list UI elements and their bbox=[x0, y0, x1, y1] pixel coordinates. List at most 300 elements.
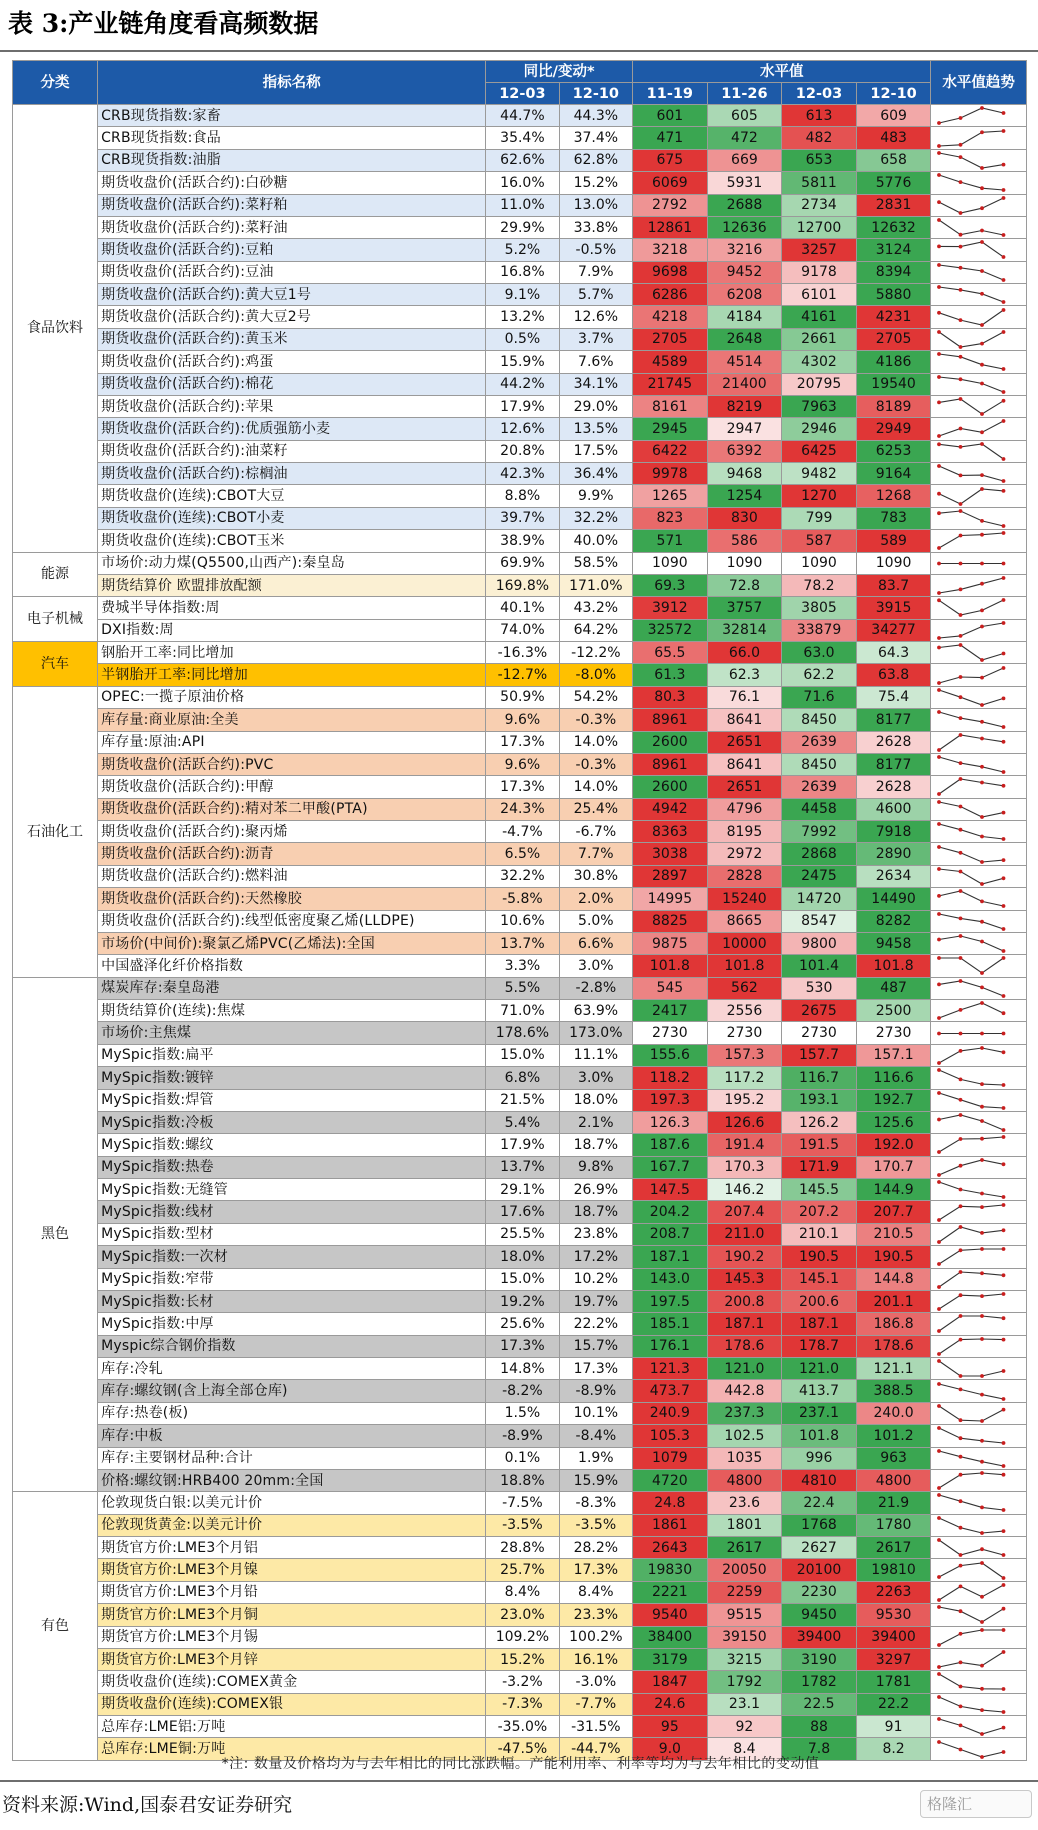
indicator-name-cell: 期货收盘价(活跃合约):鸡蛋 bbox=[98, 351, 486, 373]
yoy-cell: 62.6% bbox=[486, 149, 559, 171]
level-cell: 195.2 bbox=[707, 1089, 782, 1111]
trend-cell bbox=[931, 485, 1027, 507]
level-cell: 587 bbox=[782, 530, 857, 552]
yoy-cell: 3.0% bbox=[559, 1067, 632, 1089]
category-cell: 能源 bbox=[13, 552, 98, 597]
trend-cell bbox=[931, 351, 1027, 373]
level-cell: 157.3 bbox=[707, 1044, 782, 1066]
trend-point bbox=[1002, 1128, 1006, 1132]
level-cell: 12632 bbox=[856, 216, 931, 238]
trend-sparkline bbox=[931, 172, 1012, 193]
trend-cell bbox=[931, 1537, 1027, 1559]
indicator-name-cell: 期货收盘价(活跃合约):线型低密度聚乙烯(LLDPE) bbox=[98, 910, 486, 932]
indicator-name-cell: MySpic指数:扁平 bbox=[98, 1044, 486, 1066]
trend-point bbox=[959, 614, 963, 618]
level-cell: 101.2 bbox=[856, 1425, 931, 1447]
indicator-name-cell: 期货收盘价(连续):CBOT玉米 bbox=[98, 530, 486, 552]
trend-point bbox=[1002, 163, 1006, 167]
trend-sparkline bbox=[931, 911, 1012, 932]
level-cell: 8450 bbox=[782, 709, 857, 731]
yoy-cell: 9.6% bbox=[486, 753, 559, 775]
trend-point bbox=[937, 1330, 941, 1334]
trend-point bbox=[959, 1610, 963, 1614]
level-cell: 1090 bbox=[782, 552, 857, 574]
table-row bbox=[13, 1559, 1027, 1581]
trend-point bbox=[959, 979, 963, 983]
level-cell: 8189 bbox=[856, 395, 931, 417]
trend-point bbox=[937, 1061, 941, 1065]
yoy-cell: 14.0% bbox=[559, 731, 632, 753]
level-cell: 21400 bbox=[707, 373, 782, 395]
table-row bbox=[13, 395, 1027, 417]
level-cell: 8.4 bbox=[707, 1738, 782, 1760]
level-cell: 144.8 bbox=[856, 1268, 931, 1290]
level-cell: 15240 bbox=[707, 888, 782, 910]
trend-sparkline bbox=[931, 575, 1012, 596]
level-cell: 65.5 bbox=[633, 642, 708, 664]
trend-cell bbox=[931, 686, 1027, 708]
table-row bbox=[13, 1604, 1027, 1626]
level-cell: 9178 bbox=[782, 261, 857, 283]
trend-point bbox=[1002, 1576, 1006, 1580]
trend-line bbox=[939, 1115, 1004, 1130]
level-cell: 1035 bbox=[707, 1447, 782, 1469]
indicator-name-cell: 期货收盘价(活跃合约):菜籽油 bbox=[98, 216, 486, 238]
table-row bbox=[13, 1179, 1027, 1201]
yoy-cell: 43.2% bbox=[559, 597, 632, 619]
trend-point bbox=[959, 1747, 963, 1751]
trend-line bbox=[939, 421, 1004, 436]
indicator-name-cell: 中国盛泽化纤价格指数 bbox=[98, 955, 486, 977]
trend-point bbox=[937, 755, 941, 759]
trend-point bbox=[980, 1374, 984, 1378]
level-cell: 190.2 bbox=[707, 1246, 782, 1268]
trend-sparkline bbox=[931, 1224, 1012, 1245]
trend-sparkline bbox=[931, 1023, 1012, 1044]
level-cell: 562 bbox=[707, 977, 782, 999]
header-yoy-date: 12-03 bbox=[486, 83, 559, 105]
trend-sparkline bbox=[931, 307, 1012, 328]
trend-point bbox=[959, 1164, 963, 1168]
trend-point bbox=[937, 1486, 941, 1490]
yoy-cell: 28.8% bbox=[486, 1537, 559, 1559]
trend-point bbox=[959, 155, 963, 159]
trend-sparkline bbox=[931, 1627, 1012, 1648]
level-cell: 9875 bbox=[633, 932, 708, 954]
level-cell: 8394 bbox=[856, 261, 931, 283]
level-cell: 240.9 bbox=[633, 1402, 708, 1424]
table-row bbox=[13, 821, 1027, 843]
level-cell: 8665 bbox=[707, 910, 782, 932]
level-cell: 38400 bbox=[633, 1626, 708, 1648]
trend-point bbox=[980, 1708, 984, 1712]
yoy-cell: 9.8% bbox=[559, 1156, 632, 1178]
level-cell: 8961 bbox=[633, 709, 708, 731]
trend-point bbox=[959, 1374, 963, 1378]
trend-point bbox=[937, 401, 941, 405]
level-cell: 9164 bbox=[856, 463, 931, 485]
level-cell: 605 bbox=[707, 105, 782, 127]
yoy-cell: -8.3% bbox=[559, 1492, 632, 1514]
trend-sparkline bbox=[931, 1179, 1012, 1200]
trend-cell bbox=[931, 1402, 1027, 1424]
trend-line bbox=[939, 735, 1004, 750]
trend-line bbox=[939, 1070, 1004, 1085]
header-yoy-date: 12-10 bbox=[559, 83, 632, 105]
table-row bbox=[13, 642, 1027, 664]
level-cell: 2263 bbox=[856, 1581, 931, 1603]
trend-point bbox=[980, 675, 984, 679]
trend-point bbox=[959, 181, 963, 185]
level-cell: 3038 bbox=[633, 843, 708, 865]
level-cell: 116.7 bbox=[782, 1067, 857, 1089]
yoy-cell: 44.3% bbox=[559, 105, 632, 127]
trend-point bbox=[1002, 1106, 1006, 1110]
trend-point bbox=[959, 870, 963, 874]
trend-sparkline bbox=[931, 844, 1012, 865]
level-cell: 5880 bbox=[856, 284, 931, 306]
level-cell: 7992 bbox=[782, 821, 857, 843]
yoy-cell: 32.2% bbox=[559, 507, 632, 529]
level-cell: 2730 bbox=[707, 1022, 782, 1044]
trend-point bbox=[937, 748, 941, 752]
trend-point bbox=[980, 1031, 984, 1035]
trend-cell bbox=[931, 1514, 1027, 1536]
trend-cell bbox=[931, 216, 1027, 238]
yoy-cell: -0.3% bbox=[559, 753, 632, 775]
yoy-cell: -8.4% bbox=[559, 1425, 632, 1447]
level-cell: 5811 bbox=[782, 172, 857, 194]
trend-line bbox=[939, 1652, 1004, 1667]
trend-point bbox=[937, 1605, 941, 1609]
level-cell: 66.0 bbox=[707, 642, 782, 664]
trend-line bbox=[939, 175, 1004, 190]
trend-point bbox=[1002, 770, 1006, 774]
trend-sparkline bbox=[931, 1425, 1012, 1446]
yoy-cell: 5.7% bbox=[559, 284, 632, 306]
level-cell: 178.6 bbox=[707, 1335, 782, 1357]
level-cell: 211.0 bbox=[707, 1223, 782, 1245]
trend-line bbox=[939, 198, 1004, 213]
trend-point bbox=[980, 1231, 984, 1235]
yoy-cell: 17.3% bbox=[559, 1358, 632, 1380]
indicator-name-cell: 库存量:原油:API bbox=[98, 731, 486, 753]
trend-point bbox=[1002, 1628, 1006, 1632]
level-cell: 9978 bbox=[633, 463, 708, 485]
trend-point bbox=[959, 1078, 963, 1082]
yoy-cell: 25.4% bbox=[559, 798, 632, 820]
indicator-name-cell: 期货收盘价(活跃合约):燃料油 bbox=[98, 865, 486, 887]
trend-point bbox=[980, 1595, 984, 1599]
header-level-group: 水平值 bbox=[633, 61, 931, 83]
trend-point bbox=[1002, 399, 1006, 403]
trend-point bbox=[937, 1665, 941, 1669]
trend-point bbox=[959, 1293, 963, 1297]
trend-point bbox=[959, 675, 963, 679]
trend-sparkline bbox=[931, 1246, 1012, 1267]
level-cell: 2651 bbox=[707, 731, 782, 753]
yoy-cell: 12.6% bbox=[486, 418, 559, 440]
trend-point bbox=[959, 427, 963, 431]
trend-cell bbox=[931, 1313, 1027, 1335]
yoy-cell: 21.5% bbox=[486, 1089, 559, 1111]
level-cell: 2949 bbox=[856, 418, 931, 440]
trend-line bbox=[939, 354, 1004, 369]
trend-point bbox=[959, 1437, 963, 1441]
trend-cell bbox=[931, 328, 1027, 350]
trend-point bbox=[1002, 1338, 1006, 1342]
level-cell: 799 bbox=[782, 507, 857, 529]
level-cell: 2661 bbox=[782, 328, 857, 350]
indicator-name-cell: 期货收盘价(活跃合约):黄大豆1号 bbox=[98, 284, 486, 306]
yoy-cell: 14.0% bbox=[559, 776, 632, 798]
trend-line bbox=[939, 265, 1004, 280]
trend-sparkline bbox=[931, 463, 1012, 484]
trend-point bbox=[937, 822, 941, 826]
level-cell: 185.1 bbox=[633, 1313, 708, 1335]
level-cell: 6101 bbox=[782, 284, 857, 306]
trend-point bbox=[1002, 531, 1006, 535]
trend-sparkline bbox=[931, 1403, 1012, 1424]
trend-point bbox=[980, 229, 984, 233]
trend-point bbox=[959, 561, 963, 565]
title-rule bbox=[0, 50, 1038, 52]
yoy-cell: 35.4% bbox=[486, 127, 559, 149]
trend-point bbox=[1002, 1317, 1006, 1321]
trend-point bbox=[959, 1500, 963, 1504]
trend-point bbox=[980, 1471, 984, 1475]
indicator-name-cell: 期货收盘价(连续):CBOT小麦 bbox=[98, 507, 486, 529]
yoy-cell: 17.5% bbox=[559, 440, 632, 462]
level-cell: 675 bbox=[633, 149, 708, 171]
trend-point bbox=[1002, 390, 1006, 394]
yoy-cell: 50.9% bbox=[486, 686, 559, 708]
level-cell: 210.1 bbox=[782, 1223, 857, 1245]
trend-point bbox=[980, 1628, 984, 1632]
level-cell: 3757 bbox=[707, 597, 782, 619]
trend-cell bbox=[931, 1022, 1027, 1044]
table-row bbox=[13, 1246, 1027, 1268]
trend-line bbox=[939, 1697, 1004, 1712]
yoy-cell: 10.1% bbox=[559, 1402, 632, 1424]
trend-sparkline bbox=[931, 1067, 1012, 1088]
table-row bbox=[13, 1067, 1027, 1089]
trend-point bbox=[1002, 1031, 1006, 1035]
trend-point bbox=[980, 1561, 984, 1565]
yoy-cell: 0.1% bbox=[486, 1447, 559, 1469]
category-cell: 汽车 bbox=[13, 642, 98, 687]
trend-point bbox=[937, 442, 941, 446]
yoy-cell: -7.5% bbox=[486, 1492, 559, 1514]
source-line: 资料来源:Wind,国泰君安证券研究 bbox=[2, 1794, 293, 1816]
trend-point bbox=[959, 1049, 963, 1053]
yoy-cell: 8.4% bbox=[559, 1581, 632, 1603]
header-indicator-name: 指标名称 bbox=[98, 61, 486, 105]
header-level-date: 12-10 bbox=[856, 83, 931, 105]
level-cell: 996 bbox=[782, 1447, 857, 1469]
trend-sparkline bbox=[931, 128, 1012, 149]
yoy-cell: 39.7% bbox=[486, 507, 559, 529]
table-title: 表 3:产业链角度看高频数据 bbox=[8, 9, 319, 38]
trend-line bbox=[939, 623, 1004, 638]
level-cell: 71.6 bbox=[782, 686, 857, 708]
yoy-cell: 1.5% bbox=[486, 1402, 559, 1424]
trend-cell bbox=[931, 440, 1027, 462]
table-row bbox=[13, 910, 1027, 932]
trend-sparkline bbox=[931, 1045, 1012, 1066]
trend-sparkline bbox=[931, 1515, 1012, 1536]
trend-point bbox=[937, 1151, 941, 1155]
trend-point bbox=[937, 435, 941, 439]
trend-point bbox=[959, 142, 963, 146]
level-cell: 170.3 bbox=[707, 1156, 782, 1178]
indicator-name-cell: 期货收盘价(活跃合约):豆油 bbox=[98, 261, 486, 283]
level-cell: 22.5 bbox=[782, 1693, 857, 1715]
trend-point bbox=[959, 1113, 963, 1117]
trend-point bbox=[980, 624, 984, 628]
level-cell: 187.1 bbox=[707, 1313, 782, 1335]
trend-cell bbox=[931, 1067, 1027, 1089]
trend-line bbox=[939, 869, 1004, 884]
yoy-cell: 16.0% bbox=[486, 172, 559, 194]
trend-point bbox=[1002, 666, 1006, 670]
trend-line bbox=[939, 600, 1004, 615]
level-cell: 4161 bbox=[782, 306, 857, 328]
level-cell: 8282 bbox=[856, 910, 931, 932]
indicator-name-cell: 期货收盘价(活跃合约):PVC bbox=[98, 753, 486, 775]
trend-sparkline bbox=[931, 1649, 1012, 1670]
trend-cell bbox=[931, 1671, 1027, 1693]
trend-point bbox=[937, 1262, 941, 1266]
level-cell: 483 bbox=[856, 127, 931, 149]
trend-point bbox=[980, 1459, 984, 1463]
level-cell: 783 bbox=[856, 507, 931, 529]
level-cell: 2897 bbox=[633, 865, 708, 887]
level-cell: 8547 bbox=[782, 910, 857, 932]
trend-line bbox=[939, 1294, 1004, 1309]
indicator-name-cell: 市场价:动力煤(Q5500,山西产):秦皇岛 bbox=[98, 552, 486, 574]
level-cell: 32572 bbox=[633, 619, 708, 641]
table-row bbox=[13, 686, 1027, 708]
trend-point bbox=[1002, 524, 1006, 528]
yoy-cell: 2.0% bbox=[559, 888, 632, 910]
level-cell: 4184 bbox=[707, 306, 782, 328]
trend-point bbox=[937, 1449, 941, 1453]
table-row bbox=[13, 373, 1027, 395]
trend-point bbox=[959, 1204, 963, 1208]
category-cell: 黑色 bbox=[13, 977, 98, 1492]
level-cell: 1090 bbox=[633, 552, 708, 574]
trend-point bbox=[959, 1270, 963, 1274]
level-cell: 22.4 bbox=[782, 1492, 857, 1514]
trend-point bbox=[937, 1068, 941, 1072]
trend-line bbox=[939, 131, 1004, 146]
trend-line bbox=[939, 668, 1004, 683]
trend-point bbox=[937, 894, 941, 898]
level-cell: 121.0 bbox=[707, 1358, 782, 1380]
level-cell: 105.3 bbox=[633, 1425, 708, 1447]
level-cell: 125.6 bbox=[856, 1111, 931, 1133]
yoy-cell: 58.5% bbox=[559, 552, 632, 574]
indicator-name-cell: CRB现货指数:油脂 bbox=[98, 149, 486, 171]
level-cell: 237.1 bbox=[782, 1402, 857, 1424]
trend-cell bbox=[931, 1693, 1027, 1715]
trend-point bbox=[980, 815, 984, 819]
level-cell: 653 bbox=[782, 149, 857, 171]
level-cell: 171.9 bbox=[782, 1156, 857, 1178]
trend-point bbox=[1002, 479, 1006, 483]
yoy-cell: 25.6% bbox=[486, 1313, 559, 1335]
yoy-cell: -16.3% bbox=[486, 642, 559, 664]
level-cell: 9540 bbox=[633, 1604, 708, 1626]
trend-cell bbox=[931, 1604, 1027, 1626]
table-row bbox=[13, 105, 1027, 127]
level-cell: 2627 bbox=[782, 1537, 857, 1559]
yoy-cell: 15.2% bbox=[486, 1648, 559, 1670]
trend-line bbox=[939, 444, 1004, 459]
yoy-cell: 14.8% bbox=[486, 1358, 559, 1380]
trend-sparkline bbox=[931, 553, 1012, 574]
trend-point bbox=[959, 1553, 963, 1557]
level-cell: 191.5 bbox=[782, 1134, 857, 1156]
trend-sparkline bbox=[931, 262, 1012, 283]
trend-cell bbox=[931, 642, 1027, 664]
level-cell: 3215 bbox=[707, 1648, 782, 1670]
level-cell: 33879 bbox=[782, 619, 857, 641]
yoy-cell: 8.8% bbox=[486, 485, 559, 507]
level-cell: 530 bbox=[782, 977, 857, 999]
trend-line bbox=[939, 1540, 1004, 1555]
trend-cell bbox=[931, 1223, 1027, 1245]
trend-point bbox=[937, 511, 941, 515]
trend-point bbox=[980, 1119, 984, 1123]
trend-sparkline bbox=[931, 732, 1012, 753]
trend-cell bbox=[931, 1111, 1027, 1133]
trend-point bbox=[937, 310, 941, 314]
trend-point bbox=[959, 717, 963, 721]
trend-point bbox=[980, 1687, 984, 1691]
indicator-name-cell: 市场价(中间价):聚氯乙烯PVC(乙烯法):全国 bbox=[98, 932, 486, 954]
yoy-cell: 54.2% bbox=[559, 686, 632, 708]
trend-cell bbox=[931, 843, 1027, 865]
trend-cell bbox=[931, 172, 1027, 194]
level-cell: 118.2 bbox=[633, 1067, 708, 1089]
trend-line bbox=[939, 712, 1004, 727]
level-cell: 3257 bbox=[782, 239, 857, 261]
yoy-cell: 6.5% bbox=[486, 843, 559, 865]
trend-point bbox=[980, 835, 984, 839]
table-row bbox=[13, 865, 1027, 887]
trend-point bbox=[959, 778, 963, 782]
trend-point bbox=[1002, 811, 1006, 815]
trend-point bbox=[937, 1173, 941, 1177]
trend-point bbox=[1002, 1553, 1006, 1557]
level-cell: 8825 bbox=[633, 910, 708, 932]
trend-cell bbox=[931, 821, 1027, 843]
table-row bbox=[13, 530, 1027, 552]
level-cell: 75.4 bbox=[856, 686, 931, 708]
level-cell: 2639 bbox=[782, 776, 857, 798]
trend-point bbox=[1002, 1408, 1006, 1412]
trend-point bbox=[1002, 1203, 1006, 1207]
trend-line bbox=[939, 533, 1004, 548]
yoy-cell: 13.0% bbox=[559, 194, 632, 216]
yoy-cell: 44.2% bbox=[486, 373, 559, 395]
level-cell: 388.5 bbox=[856, 1380, 931, 1402]
yoy-cell: 62.8% bbox=[559, 149, 632, 171]
trend-point bbox=[980, 1315, 984, 1319]
trend-cell bbox=[931, 127, 1027, 149]
